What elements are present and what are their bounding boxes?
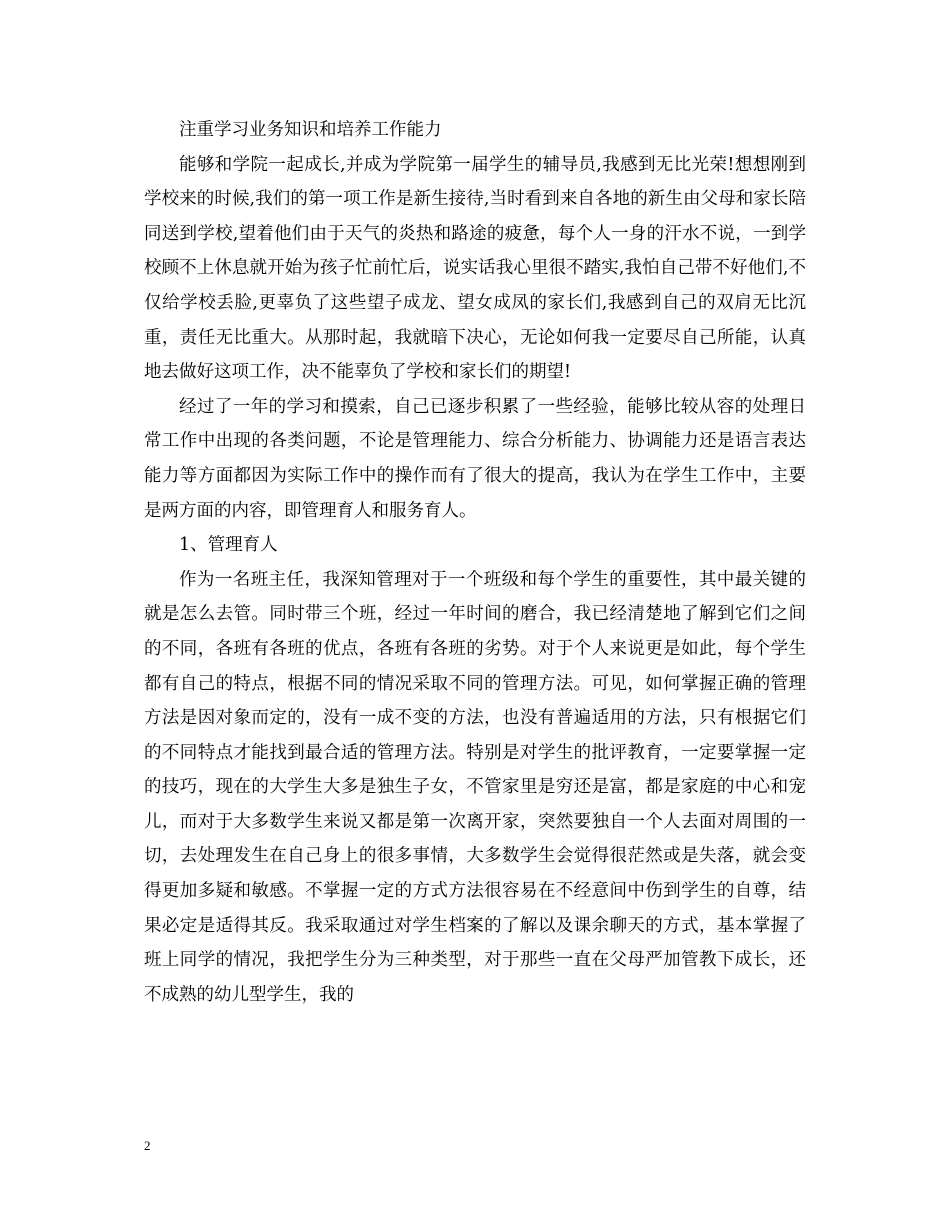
section-heading: 注重学习业务知识和培养工作能力 <box>179 120 442 140</box>
document-body <box>144 113 806 1012</box>
paragraph: 能够和学院一起成长,并成为学院第一届学生的辅导员,我感到无比光荣!想想刚到学校来的时候,我们的第一项工作是新生接待,当时看到来自各地的新生由父母和家长陪同送到学校,望着他们由于天气的炎热和路途的疲惫，每个人一身的汗水不说，一到学校顾不上休息就开始为孩子忙前忙后，说实话我心里很不踏实,我怕自己带不好他们,不仅给学校丢脸,更辜负了这些望子成龙、望女成凤的家长们,我感到自己的双肩无比沉重，责任无比重大。从那时起，我就暗下决心，无论如何我一定要尽自己所能，认真地去做好这项工作，决不能辜负了学校和家长们的期望! <box>144 154 806 383</box>
subsection-heading: 1、管理育人 <box>179 535 278 556</box>
paragraph: 经过了一年的学习和摸索，自己已逐步积累了一些经验，能够比较从容的处理日常工作中出现的各类问题，不论是管理能力、综合分析能力、协调能力还是语言表达能力等方面都因为实际工作中的操作而有了很大的提高，我认为在学生工作中，主要是两方面的内容，即管理育人和服务育人。 <box>144 396 806 521</box>
paragraph: 作为一名班主任，我深知管理对于一个班级和每个学生的重要性，其中最关键的就是怎么去管。同时带三个班，经过一年时间的磨合，我已经清楚地了解到它们之间的不同，各班有各班的优点，各班有各班的劣势。对于个人来说更是如此，每个学生都有自己的特点，根据不同的情况采取不同的管理方法。可见，如何掌握正确的管理方法是因对象而定的，没有一成不变的方法，也没有普遍适用的方法，只有根据它们的不同特点才能找到最合适的管理方法。特别是对学生的批评教育，一定要掌握一定的技巧，现在的大学生大多是独生子女，不管家里是穷还是富，都是家庭的中心和宠儿，而对于大多数学生来说又都是第一次离开家，突然要独自一个人去面对周围的一切，去处理发生在自己身上的很多事情，大多数学生会觉得很茫然或是失落，就会变得更加多疑和敏感。不掌握一定的方式方法很容易在不经意间中伤到学生的自尊，结果必定是适得其反。我采取通过对学生档案的了解以及课余聊天的方式，基本掌握了班上同学的情况，我把学生分为三种类型，对于那些一直在父母严加管教下成长，还不成熟的幼儿型学生，我的 <box>144 569 806 1005</box>
page-number: 2 <box>144 1138 151 1153</box>
